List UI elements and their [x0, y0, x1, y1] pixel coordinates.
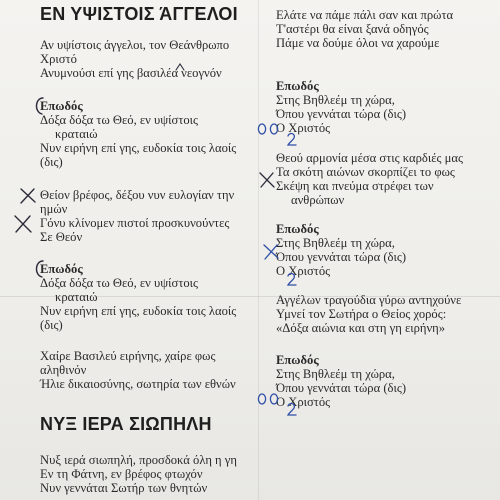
refrain-line: Νυν ειρήνη επί γης, ευδοκία τοις λαοίς: [40, 141, 237, 155]
verse-line: Ελάτε να πάμε πάλι σαν και πρώτα: [276, 8, 454, 22]
verse-line: Νυξ ιερά σιωπηλή, προσδοκά όλη η γη: [40, 453, 237, 467]
cross-mark: [18, 186, 38, 206]
refrain-line: Ο Χριστός: [276, 395, 331, 409]
refrain-block: [276, 79, 496, 135]
refrain-block: [40, 262, 272, 332]
verse-line: Θείον βρέφος, δέξου νυν ευλογίαν την: [40, 188, 235, 202]
refrain-line: Ο Χριστός: [276, 121, 331, 135]
refrain-line: Όπου γεννάται τώρα (δις): [276, 107, 407, 121]
cross-mark: [12, 213, 34, 235]
refrain-line: Στης Βηθλεέμ τη χώρα,: [276, 236, 395, 250]
verse-line: Χαίρε Βασιλεύ ειρήνης, χαίρε φως: [40, 349, 216, 363]
verse-line: Θεού αρμονία μέσα στις καρδιές μας: [276, 151, 463, 165]
refrain-heading: Επωδός: [276, 222, 319, 236]
refrain-block: [276, 222, 496, 278]
verse-line: Σκέψη και πνεύμα στρέφει των: [276, 179, 434, 193]
refrain-line: Νυν ειρήνη επί γης, ευδοκία τοις λαοίς: [40, 304, 237, 318]
verse-line: Πάμε να δούμε όλοι να χαρούμε: [276, 36, 440, 50]
verse-line: αληθινόν: [40, 363, 87, 377]
verse-line: Γόνυ κλίνομεν πιστοί προσκυνούντες: [40, 216, 230, 230]
refrain-heading: Επωδός: [40, 99, 83, 113]
verse-block: [40, 188, 272, 244]
cross-mark: [258, 171, 276, 189]
refrain-line: Όπου γεννάται τώρα (δις): [276, 381, 407, 395]
verse-line: Σε Θεόν: [40, 230, 83, 244]
refrain-line: Δόξα δόξα τω Θεό, εν υψίστοις: [40, 276, 199, 290]
refrain-line: Όπου γεννάται τώρα (δις): [276, 250, 407, 264]
verse-line: Ανυμνούσι επί γης βασιλέα νεογνόν: [40, 66, 222, 80]
verse-block: [276, 151, 496, 207]
verse-block: [40, 38, 272, 80]
verse-line: Υμνεί τον Σωτήρα ο Θείος χορός:: [276, 307, 447, 321]
refrain-line: Δόξα δόξα τω Θεό, εν υψίστοις: [40, 113, 199, 127]
verse-block: [276, 8, 496, 50]
refrain-line: Ο Χριστός: [276, 264, 331, 278]
refrain-line: (δις): [40, 155, 63, 169]
verse-line: Τα σκότη αιώνων σκορπίζει το φως: [276, 165, 455, 179]
verse-line: Τ'αστέρι θα είναι ξανά οδηγός: [276, 22, 429, 36]
verse-line: ανθρώπων: [291, 193, 345, 207]
verse-line: Εν τη Φάτνη, εν βρέφος φτωχόν: [40, 467, 203, 481]
verse-line: «Δόξα αιώνια και στη γη ειρήνη»: [276, 321, 446, 335]
song-title: ΕΝ ΥΨΙΣΤΟΙΣ ΆΓΓΕΛΟΙ: [40, 4, 238, 24]
verse-block: [40, 349, 272, 391]
verse-block: [276, 293, 496, 335]
verse-line: Νυν γεννάται Σωτήρ των θνητών: [40, 481, 208, 495]
verse-line: Αγγέλων τραγούδια γύρω αντηχούνε: [276, 293, 462, 307]
refrain-line: Στης Βηθλεέμ τη χώρα,: [276, 93, 395, 107]
refrain-line: κραταιώ: [55, 127, 98, 141]
refrain-line: κραταιώ: [55, 290, 98, 304]
verse-block: [40, 453, 272, 495]
song-title: ΝΥΞ ΙΕΡΑ ΣΙΩΠΗΛΗ: [40, 414, 212, 434]
verse-line: ημών: [40, 202, 68, 216]
refrain-line: Στης Βηθλεέμ τη χώρα,: [276, 367, 395, 381]
refrain-block: [276, 353, 496, 409]
verse-line: Ήλιε δικαιοσύνης, σωτηρία των εθνών: [40, 377, 236, 391]
refrain-block: [40, 99, 272, 169]
refrain-line: (δις): [40, 318, 63, 332]
refrain-heading: Επωδός: [276, 353, 319, 367]
refrain-heading: Επωδός: [40, 262, 83, 276]
verse-line: Αν υψίστοις άγγελοι, τον Θεάνθρωπο: [40, 38, 230, 52]
refrain-heading: Επωδός: [276, 79, 319, 93]
verse-line: Χριστό: [40, 52, 77, 66]
